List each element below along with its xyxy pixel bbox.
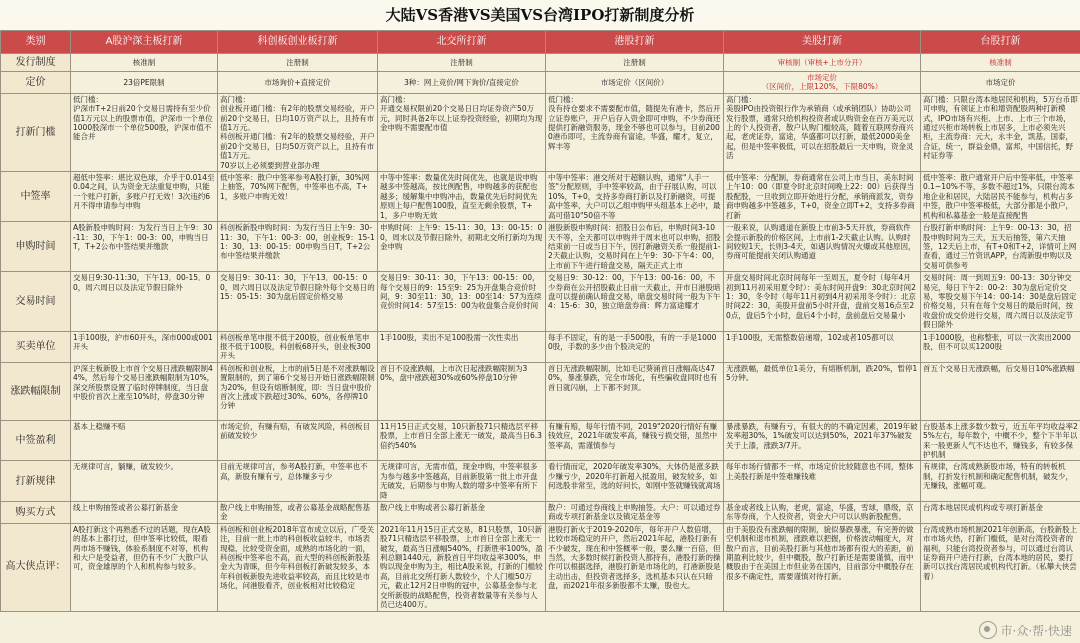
table-cell: 有规律，台湾成熟新股市场，特有的转板机制，打折发行机制和确定配售机制，破发少，无赚钱，涨幅可观。 <box>921 461 1080 502</box>
table-cell: 市场定价（区间价） <box>546 72 724 94</box>
table-cell: 科创板和创业板，上市的前5日是不对涨跌幅设置限制的，到了第6个交易日开始日涨跌幅限制为20%，但设有熔断制度，即：当日盘中股价首次上涨或下跌超过30%、60%，各停牌10分钟 <box>218 362 378 420</box>
comparison-table <box>0 30 1080 612</box>
header-star-gem: 科创板创业板打新 <box>218 31 378 54</box>
table-cell: 台股打新申购时间：上午9：00-13：30，招股申购时间为三天，五天后抽签，第六天抽签，12天后上市，有T+0和T+2，详情可上网查看，通过三竹资讯APP，台湾新股申购以及交易可供参考 <box>921 222 1080 272</box>
table-row <box>1 420 1080 461</box>
table-cell: 低中签率：散户通常开户后中签率低，中签率0.1~10%不等，多数不超过1%，只限台湾本地企业和居民，大陆居民不能参与，机构占多中签，散户中签率极低，大部分都是小散户，机构和私募基金一般是直接配售 <box>921 172 1080 222</box>
table-cell: 交易日9:30-11:30，下午13．00-15．00，周六周日以及法定节假日除外 <box>71 272 218 331</box>
table-cell: 低中签率：分配制，券商通常在公司上市当日，美东时间上午10：00（即夏令时北京时间晚上22：00）后获得当股配股，一旦收到立即开始进行分配，承销商派发，资券商申购越多中签越多，T+0，资金立即T+2，支持多券商打新 <box>724 172 921 222</box>
table-cell: 目前无规律可言，参考A股打新，中签率也不高，新股有赚有亏，总体赚多亏少 <box>218 461 378 502</box>
table-cell: 看行情而定，2020年破发率30%，大体仍是涨多跌少赚亏少，2020年打新超入抵盈用，破发较多，如何选股非常至，选的好问长，如刚中签就赚钱就离场 <box>546 461 724 502</box>
table-row <box>1 54 1080 72</box>
table-row <box>1 461 1080 502</box>
table-cell: 1手1000股，也称整张，可以一次卖出2000股，但不可以买1200股 <box>921 331 1080 362</box>
row-label: 买卖单位 <box>1 331 71 362</box>
row-label: 购买方式 <box>1 502 71 524</box>
table-cell: 高门槛： 创业板开通门槛：有2年的股票交易经验，开户前20个交易日，日均10万资产以上，且持有市值1万元。 科创板开通门槛：有2年的股票交易经验，开户前20个交易日，日均50万资产以上，且持有市值1万元。 70岁以上必须要到营业部办理 <box>218 93 378 171</box>
row-label: 中签盈利 <box>1 420 71 461</box>
table-cell: 交易日9：30-11：30，下午13：00-15：00，每个交易日的9：15至9：25为开盘集合竞价时间，9：30至11：30，13：00至14：57为连续竞价时间14：57至15：00为收盘集合竞价时间 <box>378 272 546 331</box>
table-cell: 散户线上申购抽签，或者公募基金战略配售基金 <box>218 502 378 524</box>
table-cell: 一般来说，认购通道在新股上市前3-5天开放，券商软件会提示新股的价格区间，上市前1-2天截止认购。认购时间较短1天，长则3-4天，如遇认购情况火爆或其他原因，券商可能提前关闭认购通道 <box>724 222 921 272</box>
wechat-icon <box>979 621 997 639</box>
table-cell: 科创板和创业板2018年宣布成立以后，广受关注，目前一批上市的科创板收益较丰，市场表现稳，比较受资金面，成熟的市场化的一面，科创板中签率也不高，而大型的科创板新股基金大为青睐，但今年科创板打新破发较多，本年科创板新股先进收益率较高，而且比较是市场化，问港股看齐，创业板相对比较稳定 <box>218 523 378 611</box>
table-cell: 市场询价+直接定价 <box>218 72 378 94</box>
table-cell: 23倍PE限制 <box>71 72 218 94</box>
table-cell: 交易日9：30-11：30，下午13．00-15：00，周六周日以及法定节假日除外每个交易日的15：05-15：30为盘后固定价格交易 <box>218 272 378 331</box>
table-cell: 每年市场行情都不一样，市场定价比较随意也不同，整体上美股打新是中签难赚钱难 <box>724 461 921 502</box>
table-cell: 高门槛：只限台湾本地居民和机构，5万台币即可申购，有领证上市和增资配股两种打新模式，IPO市场有兴柜、上市、上市三个市场，通过兴柜市场转板上市居多，上市必须先兴柜，主流券商：元大，永丰金，凯基，国泰，合证，统一，群益金鼎，富邦，中国信托，野村证券等 <box>921 93 1080 171</box>
table-cell: 交易日9：30-12：00，下午13：00-16：00，不少券商在公开招股截止日前一天截止，开市日港股暗盘可以提前确认暗盘交易，暗盘交易时间一般为下午4：15-6：30，独立暗盘券商：辉力富途耀才 <box>546 272 724 331</box>
row-label: 交易时间 <box>1 272 71 331</box>
table-cell: 交易时间：周一到周五9：00-13：30分钟交易完，每日下午2：00-2：30为盘后定价交易，零股交易下午14：00-14：30是盘后固定价格交易，只有在每个交易日的最后时间，按收盘价成交价进行交易，周六周日以及法定节假日除外 <box>921 272 1080 331</box>
table-cell: 低中签率：散户中签率参考A股打新，30%网上抽签，70%网下配售，中签率也不高，T+1，多账户申购无效！ <box>218 172 378 222</box>
table-cell: 1手100股，无需整数倍递增，102或者105都可以 <box>724 331 921 362</box>
table-row <box>1 72 1080 94</box>
table-cell: 市场定价 （区间价，上限120%，下限80%） <box>724 72 921 94</box>
table-cell: 注册制 <box>218 54 378 72</box>
table-cell: 中等中签率：数量优先时间优先，也就是说申购越多中签越高，按比例配售，申购越多的获配也越多；缓解集中申购冲击，数量优先后时间优先原则上每户配售100股，直至无剩余股票，T+1，多户申购无效 <box>378 172 546 222</box>
table-row <box>1 172 1080 222</box>
table-cell: 注册制 <box>546 54 724 72</box>
table-cell: 3种：网上竞价/网下询价/直接定价 <box>378 72 546 94</box>
table-cell: 中等中签率：港交所对于超额认购，通常"人手一签"分配原则，手中签率较高，由于孖展认购，可以10%，T+0，支持多券商打新以及打新融资，可提高中签率，大户可以乙组申购甲头组基本上必中，最高可借10"50倍不等 <box>546 172 724 222</box>
table-cell: 首日无涨跌幅限制，比如毛记葵涌首日涨幅高达470%，暴涨暴跌，完全市场化，有些骗收盘同时也有首日就闪崩，上下都不封顶。 <box>546 362 724 420</box>
row-label: 打新门槛 <box>1 93 71 171</box>
table-cell: 无规律可言，无需市值，现金申购，中签率很多为参与越多中签越高，目前新股第一批上市开盘无破发，后期参与申购人数的增多中签率有所下降 <box>378 461 546 502</box>
table-cell: 高门槛： 美股IPO由投资银行作为承销商（或承销团队）协助公司发行股票，通常只给机构投资者或认购资金在百万美元以上的个人投资者，散户认购门槛较高，随着互联网券商兴起，老虎证券，富途，华盛都可以打新，最低2000美金起，但是中签率极低，可以在招股最后一天申购，资金灵活 <box>724 93 921 171</box>
table-cell: 审核制（审核+上市分开） <box>724 54 921 72</box>
row-label: 定价 <box>1 72 71 94</box>
table-cell: 11月15日正式交易，10只新股71只精选层平移股票，上市首日全部上涨无一破发，最高当日6.3倍约540% <box>378 420 546 461</box>
table-cell: 科创板单笔申报不低于200股，创业板单笔申报不低于100股，科创板68开头，创业板300开头 <box>218 331 378 362</box>
table-cell: 2021年11月15日正式交易，81只股票，10只新股71只精选层平移股票，上市首日全部上涨无一破发，最高当日涨幅540%，打新胜率100%，盈利总额1440元，新股首日平均收益率300%，申购以现金申购为主，相比A股来说，打新的门槛较高，目前北交所打新人数较少，个人门槛50万元，截止12月2日申购的冠中，公募基金参与北交所新股的战略配售，投资者数量等有关参与人员已达400万。 <box>378 523 546 611</box>
table-row <box>1 272 1080 331</box>
table-cell: 市场定价，有赚有赔，有破发风险，科创板目前破发较少 <box>218 420 378 461</box>
table-cell: 科创板新股申购时间：为发行当日上午9：30-11：30，下午1：00-3：00，创业板9：15-11：30，13：00-15：00申购当日T，T+2公布中签结果并缴款 <box>218 222 378 272</box>
page-title: 大陆VS香港VS美国VS台湾IPO打新制度分析 <box>0 0 1080 30</box>
table-cell: 每手不固定，有的是一手500股，有的一手是10000股，手数的多少由个股决定的 <box>546 331 724 362</box>
table-cell: 首五个交易日无涨跌幅，后交易日10%涨跌幅 <box>921 362 1080 420</box>
header-row <box>1 31 1080 54</box>
table-cell: 有赚有赔，每年行情不同，2019"2020行情好有赚钱效应，2021年破发率高，赚钱亏损交错，虽然中签率高，需谨慎参与 <box>546 420 724 461</box>
table-cell: 基金或者线上认购，老虎，富途，华盛，雪球，鼎级，京东等券商，个人投资者，资金大户可以认购新股配售。 <box>724 502 921 524</box>
table-cell: 核准制 <box>71 54 218 72</box>
table-cell: 港股新股申购时间：招股日公布后，申购时间3-10天不等，全天都可以申购并于周末也可以申购，招股结束前一日或当日下午，因打新融资关系一般提前1-2天截止认购，交易时间在上午9：30-下午4：00，上市前下午进行暗盘交易，隔天正式上市 <box>546 222 724 272</box>
table-cell: 散户：可通过券商线上申购抽签。大户：可以通过券商或专项打新基金以及镇定基金等 <box>546 502 724 524</box>
table-cell: 1手100股，沪市60开头，深市000或001开头 <box>71 331 218 362</box>
table-cell: 台湾成熟市场机制2021年创新高，台股新股上市市场火热，打新门槛低，是对台湾投资者的福利，只能台湾投资者参与，可以通过台湾认证券商开户进行打新，台湾本地的居民，要打新可以找台湾居民或机构代打新。（私攀大侠尝着） <box>921 523 1080 611</box>
table-cell: 开盘交易时间北京时间每年一至周五，夏令时（每年4月初到11月初采用夏令时）：美东时间开盘9：30北京时间21：30，冬令时（每年11月初到4月初采用冬令时）：北京时间22：30，美股开盘前5小时开盘，盘前交易16点至20点，盘后5个小时，盘后4个小时，盘前盘后交易量小 <box>724 272 921 331</box>
row-label: 涨跌幅限制 <box>1 362 71 420</box>
table-row <box>1 362 1080 420</box>
table-row <box>1 222 1080 272</box>
table-row <box>1 523 1080 611</box>
table-cell: 由于美股没有涨跌幅的限制，貌似暴跌暴涨，有完善的做空机制和退市机制，涨跌难以把握，价格波动幅度大，对散户而言，目前美股打新与其他市场都有很大的差距，前期盈利比较少，但中概股，散户打新还是需要谨慎，而中概股由于在美国上市但业务在国内，目前部分中概股存在很多不确定性，需要谨慎对待打新。 <box>724 523 921 611</box>
table-cell: 暴涨暴跌，有赚有亏，有很大的的不确定因素，2019年破发率超30%，1%破发可以达到50%，2021年37%破发关于上漆，涨跌3/7开。 <box>724 420 921 461</box>
row-label: 打新规律 <box>1 461 71 502</box>
header-a-share: A股沪深主板打新 <box>71 31 218 54</box>
table-cell: 线上申购抽签或者公募打新基金 <box>71 502 218 524</box>
table-cell: 无涨跌幅，最低单位1美分，有熔断机制，跌20%，暂停15分钟。 <box>724 362 921 420</box>
header-hk: 港股打新 <box>546 31 724 54</box>
table-cell: 申购时间：上午9：15-11：30，13：00-15：00，周末以及节假日除外，初期北交所打新均为现金申购 <box>378 222 546 272</box>
table-cell: 台湾本地居民或机构或专项打新基金 <box>921 502 1080 524</box>
table-cell: 市场定价 <box>921 72 1080 94</box>
header-bse: 北交所打新 <box>378 31 546 54</box>
table-cell: 散户线上申购或者公募打新基金 <box>378 502 546 524</box>
table-cell: 首日不设涨跌幅，上市次日起涨跌幅限制为30%，盘中涨跌超30%或60%停盘10分钟 <box>378 362 546 420</box>
row-label: 申购时间 <box>1 222 71 272</box>
header-tw: 台股打新 <box>921 31 1080 54</box>
header-category: 类别 <box>1 31 71 54</box>
watermark-text: 市·众·帮·快速 <box>1000 623 1072 638</box>
table-cell: 港股打新火于2019-2020年，每年开户人数倍增，比较市场稳定的开户，然后2021年起，港股打新有不少破发，现在和中签概率一般，要么赚一百倍，但当然，大多数时候打新投资人都持有，港股打新的操作可以根据选择，港股打新是市场化的，打港新股是主动出击，但投资者选择多，选机基本只认在只暗盘，而2021年很多新股都不太赚，股也大。 <box>546 523 724 611</box>
table-cell: 台股基本上涨多数少数亏，近五年平均收益率25%左右，每年数个，中概不少，整个下半年以来一般更新人气不达也不，赚钱多，有较多保护机制 <box>921 420 1080 461</box>
table-cell: A股打新这个再熟悉不过的话题，现在A股的基本上都打过，但申签率比较低，眼看两市场不赚钱，体验系制度不对等，机构和大户是受益者，但仍有不少广大散户认可，资金雄厚的个人和机构参与较多。 <box>71 523 218 611</box>
table-cell: 无规律可言，躺赚，破发较少。 <box>71 461 218 502</box>
table-cell: 低门槛： 没有持仓要求不需要配市值，随提先有港卡，然后开立证券账户，开户后存入资金即可申购，不少券商还提供打新融资服务，现金不够也可以参与，目前2000港币即可，主流券商有富途，华盛，耀才，复立，辉丰等 <box>546 93 724 171</box>
table-row <box>1 93 1080 171</box>
table-cell: 1手100股，卖出不足100股需一次性卖出 <box>378 331 546 362</box>
table-cell: 低门槛： 沪深市T+2日前20个交易日需持有至少价值1万元以上的股票市值，沪深市一个单位1000股深市一个单位500股，沪深市值不能合并 <box>71 93 218 171</box>
table-cell: 核准制 <box>921 54 1080 72</box>
watermark <box>979 621 1072 639</box>
table-row <box>1 331 1080 362</box>
table-row <box>1 502 1080 524</box>
row-label: 发行制度 <box>1 54 71 72</box>
table-cell: A股新股申购时间：为发行当日上午9：30-11：30，下午1：00-3：00，申购当日T，T+2公布中签结果并缴款 <box>71 222 218 272</box>
table-cell: 注册制 <box>378 54 546 72</box>
row-label: 高大侠点评： <box>1 523 71 611</box>
table-cell: 沪深主板新股上市首个交易日涨跌幅限制44%，然后每个交易日涨跌幅限制为10%，深交所股票设置了临时停牌制度，当日盘中股价首次上涨至10%时，停盘30分钟 <box>71 362 218 420</box>
table-cell: 超低中签率：堪比双色球，介乎于0.014至0.04之间，认为资金无法重复申购，只能一个账户打新，多账户打无效！3次违约6月不得申请参与申购 <box>71 172 218 222</box>
header-us: 美股打新 <box>724 31 921 54</box>
table-cell: 高门槛： 开通交易权限前20个交易日日均证券资产50万元，同时具备2年以上证券投资经验，初期均为现金申购不需要配市值 <box>378 93 546 171</box>
row-label: 中签率 <box>1 172 71 222</box>
table-cell: 基本上稳赚不赔 <box>71 420 218 461</box>
